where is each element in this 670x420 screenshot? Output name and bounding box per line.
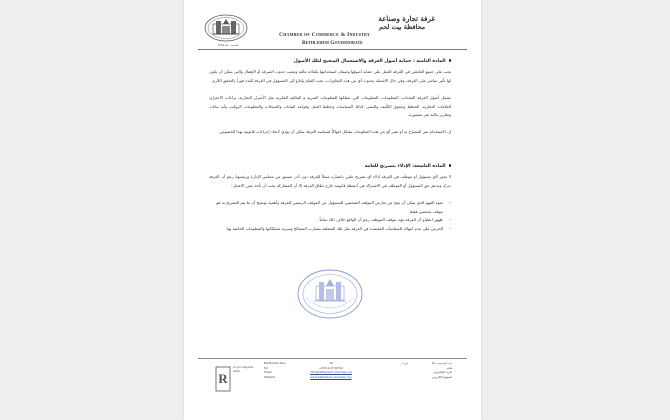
lloyds-register-logo <box>214 365 232 393</box>
header-english-name: Chamber of Commerce & Industry <box>279 32 371 38</box>
footer-divider <box>198 358 467 359</box>
footer-labels: Bethlehem-Beu Tel Email Website <box>264 361 286 379</box>
list-item: – الحرص على عدم انتهاك للسياسات المعتمدة في الغرفة مثل تلك المتعلقة بتضارب المصالح وسرية مسلكاتها والمعلومات الخاصة بها. <box>207 225 443 234</box>
footer-arabic-labels: بيت لحم-بيت جالا هاتف البريد الإلكتروني الموقع الإلكتروني <box>431 361 452 379</box>
letter-page <box>184 0 481 420</box>
footer-values <box>310 361 352 379</box>
header-english-governorate: Bethlehem Governorate <box>302 40 363 46</box>
logo-caption: تأسست عام 1952 <box>217 44 239 47</box>
po-box-number: 30 <box>329 361 333 365</box>
section-8-title: المادة الثامنة : حماية أصول الغرفة والاستعمال الصحيح لتلك الأصول <box>294 59 451 64</box>
section-8-paragraph-2: تشمل أصول الغرفة المعدات، المعلومات، المعلومات التي تمتلكها المعلومات السرية و الملكية الفكرية مثل الأسرار التجارية، براءات الاختراع، العلامات التجارية، الخطط وحقوق التأليف والنشر، كذلك السياسات وخطط العمل وقواعد البيانات والسجلات والمعلومات الرواتب وأية بيانات وتقارير مالية غير منشورة. <box>209 95 451 118</box>
list-item: – ظهور انطباع أن الغرفة تؤيد موقف الموظف رغم أن الواقع خلاف ذلك تماماً . <box>207 216 443 225</box>
section-8-paragraph-3: إن الاستخدام غير المصرّح به أو نشر أي من هذه المعلومات يشكل انتهاكاً لسياسة الغرفة يمكن أن يؤدي لاتخاذ إجراءات قانونية بهذا الخصوص. <box>218 129 451 134</box>
website-link[interactable]: www.bethlehem-chamber.org <box>310 374 352 379</box>
list-item: – سوء الفهم الذي يمكن أن ينتج عن تعارض الموقف الشخصي للمسؤول عن الموقف الرسمي للغرفة وأهمية توضيح أن ما يتم التصريح به هو موقف شخصي فقط. <box>207 199 443 216</box>
footer-arabic-values: ص.ب <box>401 361 408 365</box>
header-divider <box>198 49 467 50</box>
official-stamp <box>296 268 364 320</box>
section-8-paragraph-1: يجب على جميع العاملين في الغرفة العمل على حماية أصولها وضمان استخدامها بكفاءة عالية وتجنب حدوث السرقة أو الإهمال والتي يمكن أن يكون لها تأثير مباشر على الغرفة، وفي حال الاشتباه بحدوث أي من هذه التجاوزات، يجب القيام بإبلاغ إلى المسؤول في الغرفة للبدء فوراً بالتحقق اللازم. <box>209 69 451 83</box>
phone-number: +970-2-2742742 <box>318 365 343 370</box>
email-link[interactable]: info@bethlehem-chamber.org <box>310 370 352 375</box>
certification-text: Lloyd's Register LRQA <box>233 366 254 374</box>
section-9-title: المادة التاسعة: الإدلاء بتصريح للعامة <box>365 164 451 169</box>
chamber-logo <box>204 14 248 42</box>
svg-text:R: R <box>218 371 228 386</box>
section-9-intro: لا يجوز لأي مسؤول أو موظف في الغرفة إدلاء أي تصريح علني باعتباره ممثلاً للغرفة دون أذن مسبق من مجلس الإدارة ورئيسها، رغم أن الغرفة تدرك وتدعم حق المسؤول أو الموظف في الاشتراك في أنشطة قانونية خارج نطاق الغرفة إلا أن المشاركة يجب أن تأخذ بعين الاعتبار : <box>209 174 451 188</box>
section-9-list <box>207 199 451 233</box>
header-arabic-name: غرفة تجارة وصناعة <box>378 14 435 23</box>
header-arabic-governorate: محافظة بيت لحم <box>379 23 425 31</box>
